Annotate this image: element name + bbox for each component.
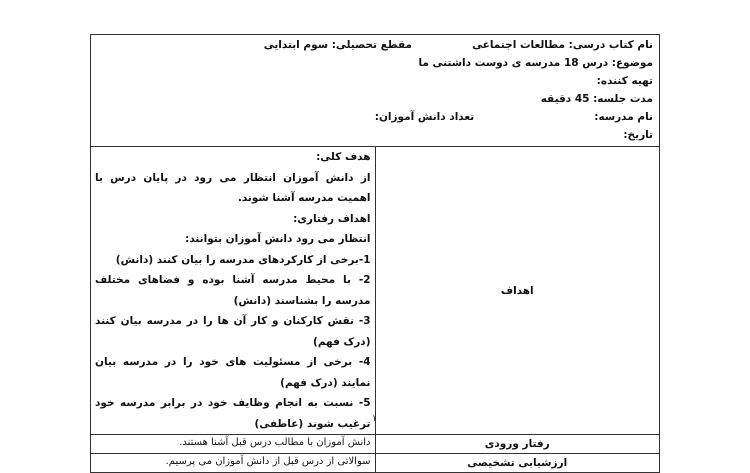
entry-behavior-text: دانش آموزان با مطالب درس قبل آشنا هستند. bbox=[91, 435, 376, 454]
objective-item-3: 3- نقش کارکنان و کار آن ها را در مدرسه بیان کنند (درک فهم) bbox=[95, 315, 371, 348]
objective-item-1: 1-برخی از کارکردهای مدرسه را بیان کنند (دانش) bbox=[115, 253, 371, 266]
header-cell bbox=[91, 35, 660, 147]
entry-behavior-label: رفتار ورودی bbox=[375, 435, 660, 454]
lesson-topic: موضوع: درس 18 مدرسه ی دوست داشتنی ما bbox=[418, 57, 653, 69]
diagnostic-label: ارزشیابی تشخیصی bbox=[375, 454, 660, 473]
page-number: ۱ bbox=[372, 414, 377, 424]
objective-item-5: 5- نسبت به انجام وظایف خود در برابر مدرسه خود ترغیب شوند (عاطفی) bbox=[95, 397, 371, 430]
session-duration: مدت جلسه: 45 دقیقه bbox=[540, 93, 653, 105]
grade-level: مقطع تحصیلی: سوم ابتدایی bbox=[263, 39, 413, 51]
lesson-plan-table bbox=[90, 34, 660, 473]
behavioral-goals-title: اهداف رفتاری: bbox=[293, 212, 371, 225]
diagnostic-text: سوالاتی از درس قبل از دانش آموزان می پرسیم. bbox=[91, 454, 376, 473]
objectives-label: اهداف bbox=[375, 147, 660, 435]
prepared-by: تهیه کننده: bbox=[596, 75, 653, 87]
student-count: تعداد دانش آموزان: bbox=[374, 111, 475, 123]
objective-item-4: 4- برخی از مسئولیت های خود را در مدرسه بیان نمایند (درک فهم) bbox=[95, 356, 371, 389]
general-goal-title: هدف کلی: bbox=[316, 151, 371, 163]
school-name: نام مدرسه: bbox=[594, 111, 653, 123]
objective-item-2: 2- با محیط مدرسه آشنا بوده و فضاهای مختلف مدرسه را بشناسند (دانش) bbox=[95, 274, 371, 307]
objectives-content bbox=[91, 147, 376, 435]
behavioral-goals-intro: انتظار می رود دانش آموزان بتوانند: bbox=[185, 233, 371, 245]
book-name: نام کتاب درسی: مطالعات اجتماعی bbox=[472, 39, 653, 51]
lesson-plan-document bbox=[90, 34, 660, 473]
general-goal-text: از دانش آموزان انتظار می رود در پایان درس با اهمیت مدرسه آشنا شوند. bbox=[95, 171, 371, 204]
lesson-date: تاریخ: bbox=[623, 129, 653, 141]
